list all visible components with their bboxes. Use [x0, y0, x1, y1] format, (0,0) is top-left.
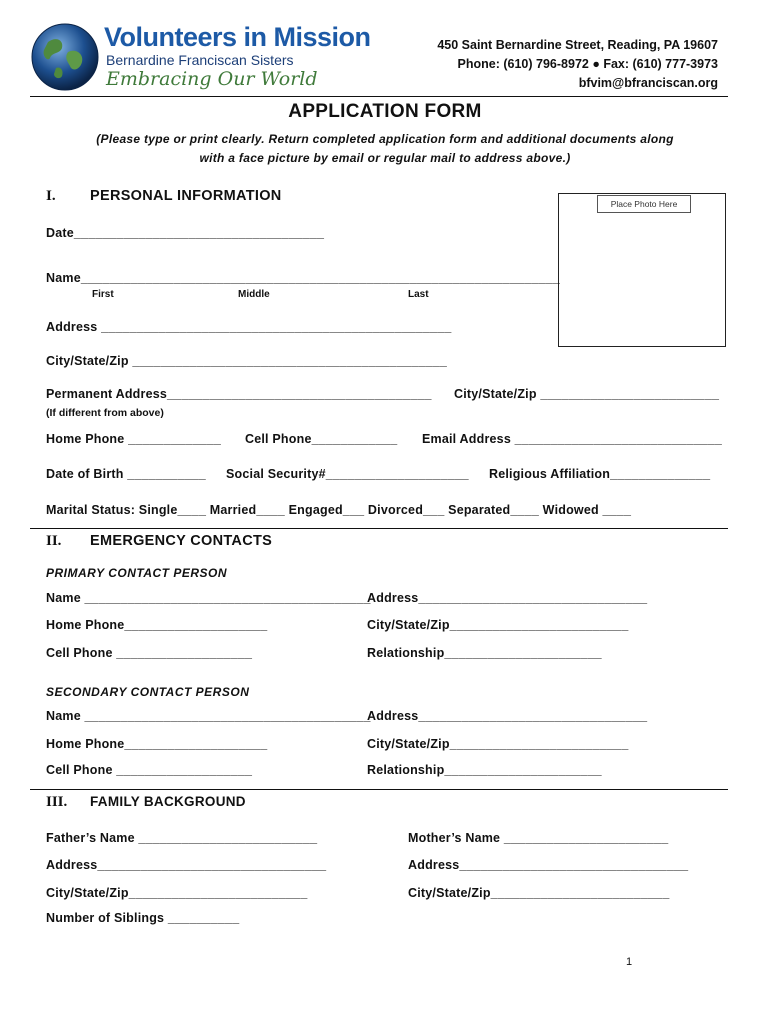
- header-phone-fax: Phone: (610) 796-8972 ● Fax: (610) 777-3973: [457, 57, 718, 71]
- father-address-field[interactable]: Address________________________________: [46, 858, 327, 872]
- if-different-note: (If different from above): [46, 407, 164, 419]
- cell-phone-field[interactable]: Cell Phone____________: [245, 432, 398, 446]
- name-first-caption: First: [92, 289, 114, 300]
- header-divider: [30, 96, 728, 97]
- permanent-address-field[interactable]: Permanent Address_____________________________________: [46, 387, 432, 401]
- org-tagline: Embracing Our World: [106, 68, 318, 90]
- secondary-name-field[interactable]: Name ________________________________________: [46, 709, 371, 723]
- org-name: Volunteers in Mission: [104, 22, 371, 52]
- section-2-divider: [30, 528, 728, 529]
- header-email: bfvim@bfranciscan.org: [578, 76, 718, 90]
- section-1-number: I.: [46, 188, 56, 204]
- section-3-number: III.: [46, 794, 68, 810]
- secondary-city-field[interactable]: City/State/Zip_________________________: [367, 737, 629, 751]
- photo-box-label: Place Photo Here: [597, 195, 691, 213]
- primary-home-phone-field[interactable]: Home Phone____________________: [46, 618, 268, 632]
- home-phone-field[interactable]: Home Phone _____________: [46, 432, 222, 446]
- date-field[interactable]: Date___________________________________: [46, 226, 325, 240]
- social-security-field[interactable]: Social Security#____________________: [226, 467, 469, 481]
- header-address: 450 Saint Bernardine Street, Reading, PA 19607: [437, 38, 718, 52]
- father-city-field[interactable]: City/State/Zip_________________________: [46, 886, 308, 900]
- name-field[interactable]: Name___________________________________________________________________: [46, 271, 561, 285]
- primary-relationship-field[interactable]: Relationship______________________: [367, 646, 602, 660]
- permanent-city-field[interactable]: City/State/Zip _________________________: [454, 387, 720, 401]
- city-state-zip-field[interactable]: City/State/Zip ____________________________________________: [46, 354, 448, 368]
- section-2-number: II.: [46, 533, 62, 549]
- secondary-address-field[interactable]: Address________________________________: [367, 709, 648, 723]
- page-number: 1: [626, 956, 633, 968]
- secondary-cell-phone-field[interactable]: Cell Phone ___________________: [46, 763, 253, 777]
- org-logo: [30, 22, 371, 94]
- religious-affiliation-field[interactable]: Religious Affiliation______________: [489, 467, 711, 481]
- siblings-field[interactable]: Number of Siblings __________: [46, 911, 240, 925]
- primary-cell-phone-field[interactable]: Cell Phone ___________________: [46, 646, 253, 660]
- primary-address-field[interactable]: Address________________________________: [367, 591, 648, 605]
- mother-name-field[interactable]: Mother’s Name _______________________: [408, 831, 669, 845]
- globe-icon: [30, 22, 100, 92]
- section-2-title: EMERGENCY CONTACTS: [90, 533, 273, 549]
- section-3-title: FAMILY BACKGROUND: [90, 794, 246, 809]
- org-subtitle: Bernardine Franciscan Sisters: [106, 52, 294, 68]
- primary-city-field[interactable]: City/State/Zip_________________________: [367, 618, 629, 632]
- secondary-home-phone-field[interactable]: Home Phone____________________: [46, 737, 268, 751]
- email-field[interactable]: Email Address _____________________________: [422, 432, 723, 446]
- secondary-relationship-field[interactable]: Relationship______________________: [367, 763, 602, 777]
- form-title: APPLICATION FORM: [288, 101, 482, 122]
- name-middle-caption: Middle: [238, 289, 270, 300]
- date-of-birth-field[interactable]: Date of Birth ___________: [46, 467, 206, 481]
- photo-box[interactable]: [558, 193, 726, 347]
- instructions-line-2: with a face picture by email or regular mail to address above.): [199, 151, 571, 165]
- secondary-contact-heading: SECONDARY CONTACT PERSON: [46, 685, 250, 699]
- section-3-divider: [30, 789, 728, 790]
- name-last-caption: Last: [408, 289, 429, 300]
- mother-address-field[interactable]: Address________________________________: [408, 858, 689, 872]
- address-field[interactable]: Address _________________________________________________: [46, 320, 452, 334]
- marital-status-field[interactable]: Marital Status: Single____ Married____ Engaged___ Divorced___ Separated____ Widowed ____: [46, 503, 632, 517]
- primary-contact-heading: PRIMARY CONTACT PERSON: [46, 566, 228, 580]
- instructions-line-1: (Please type or print clearly. Return completed application form and additional documents along: [96, 132, 674, 146]
- section-1-title: PERSONAL INFORMATION: [90, 188, 282, 204]
- father-name-field[interactable]: Father’s Name _________________________: [46, 831, 318, 845]
- primary-name-field[interactable]: Name ________________________________________: [46, 591, 371, 605]
- mother-city-field[interactable]: City/State/Zip_________________________: [408, 886, 670, 900]
